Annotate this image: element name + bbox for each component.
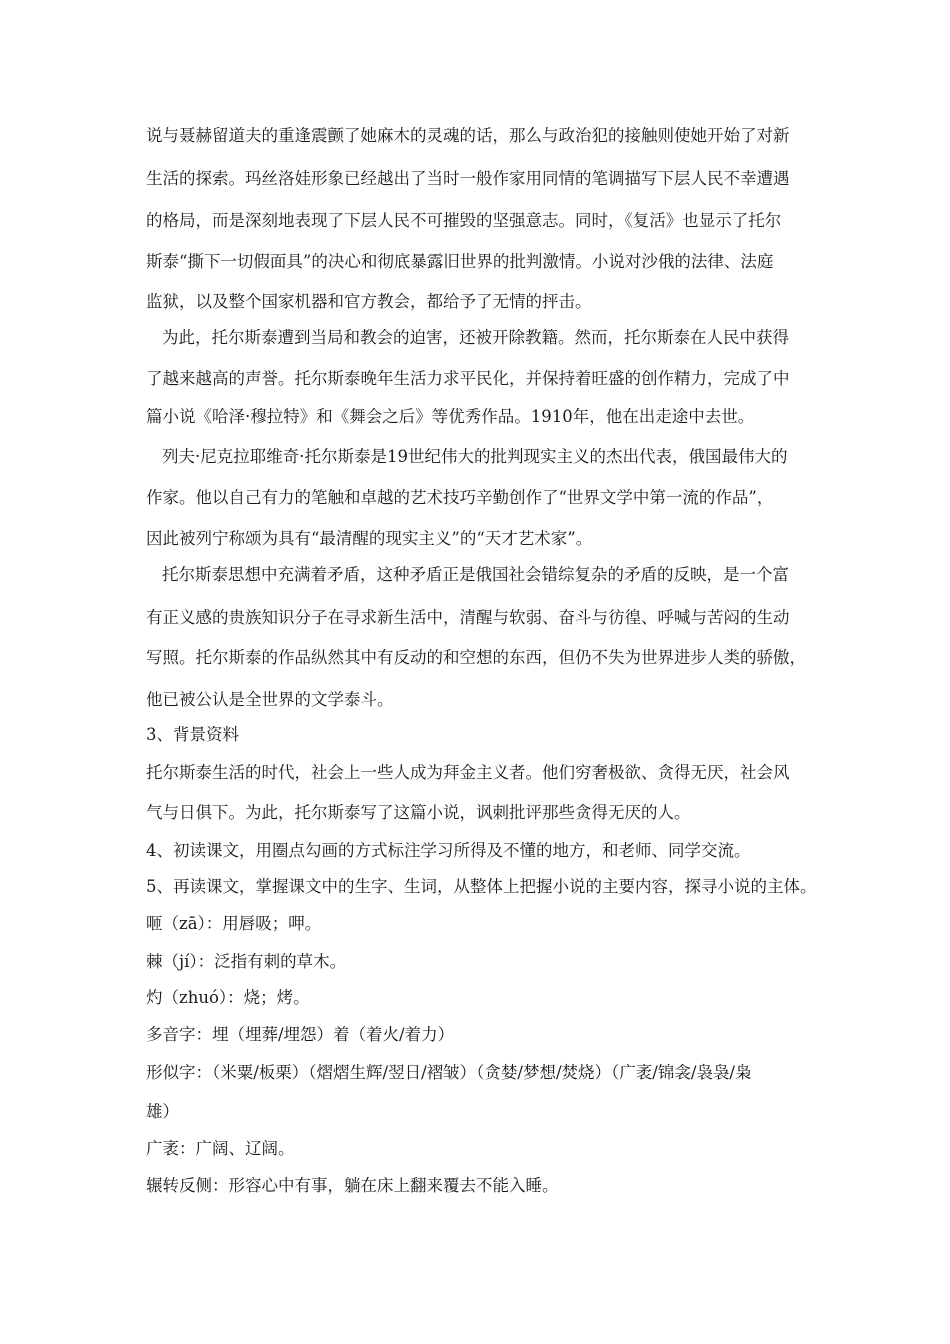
paragraph-line: 他已被公认是全世界的文学泰斗。 [146, 690, 394, 709]
paragraph-line: 因此被列宁称颂为具有“最清醒的现实主义”的“天才艺术家”。 [146, 529, 593, 548]
paragraph-line: 作家。他以自己有力的笔触和卓越的艺术技巧辛勤创作了“世界文学中第一流的作品”， [146, 488, 774, 507]
task-item: 5、再读课文，掌握课文中的生字、生词，从整体上把握小说的主要内容，探寻小说的主体。 [146, 877, 816, 896]
paragraph-line: 了越来越高的声誉。托尔斯泰晚年生活力求平民化，并保持着旺盛的创作精力，完成了中 [146, 369, 790, 388]
vocabulary-item: 灼（zhuó）：烧；烤。 [146, 988, 310, 1007]
polyphone-item: 多音字：埋（埋葬/埋怨）着（着火/着力） [146, 1025, 455, 1044]
paragraph-line: 生活的探索。玛丝洛娃形象已经越出了当时一般作家用同情的笔调描写下层人民不幸遭遇 [146, 169, 790, 188]
paragraph-line: 有正义感的贵族知识分子在寻求新生活中，清醒与软弱、奋斗与彷徨、呼喊与苦闷的生动 [146, 608, 790, 627]
similar-chars-item: 形似字：（米粟/板栗）（熠熠生辉/翌日/褶皱）（贪婪/梦想/焚烧）（广袤/锦衾/袅袅/枭 [146, 1063, 752, 1082]
vocabulary-item: 辗转反侧：形容心中有事，躺在床上翻来覆去不能入睡。 [146, 1176, 559, 1195]
vocabulary-item: 咂（zā）：用唇吸；呷。 [146, 914, 322, 933]
similar-chars-item: 雄） [146, 1102, 179, 1121]
section-heading: 3、背景资料 [146, 725, 239, 744]
paragraph-line: 写照。托尔斯泰的作品纵然其中有反动的和空想的东西，但仍不失为世界进步人类的骄傲， [146, 648, 806, 667]
paragraph-line: 斯泰“撕下一切假面具”的决心和彻底暴露旧世界的批判激情。小说对沙俄的法律、法庭 [146, 252, 774, 271]
paragraph-line: 列夫·尼克拉耶维奇·托尔斯泰是19世纪伟大的批判现实主义的杰出代表，俄国最伟大的 [162, 447, 788, 466]
paragraph-line: 托尔斯泰思想中充满着矛盾，这种矛盾正是俄国社会错综复杂的矛盾的反映，是一个富 [162, 565, 789, 584]
paragraph-line: 为此，托尔斯泰遭到当局和教会的迫害，还被开除教籍。然而，托尔斯泰在人民中获得 [162, 328, 789, 347]
paragraph-line: 气与日俱下。为此，托尔斯泰写了这篇小说，讽刺批评那些贪得无厌的人。 [146, 803, 691, 822]
task-item: 4、初读课文，用圈点勾画的方式标注学习所得及不懂的地方，和老师、同学交流。 [146, 841, 751, 860]
vocabulary-item: 广袤：广阔、辽阔。 [146, 1139, 295, 1158]
paragraph-line: 监狱，以及整个国家机器和官方教会，都给予了无情的抨击。 [146, 292, 592, 311]
paragraph-line: 的格局，而是深刻地表现了下层人民不可摧毁的坚强意志。同时，《复活》也显示了托尔 [146, 211, 782, 230]
vocabulary-item: 棘（jí）：泛指有刺的草木。 [146, 952, 347, 971]
paragraph-line: 篇小说《哈泽·穆拉特》和《舞会之后》等优秀作品。1910年，他在出走途中去世。 [146, 407, 755, 426]
paragraph-line: 说与聂赫留道夫的重逢震颤了她麻木的灵魂的话，那么与政治犯的接触则使她开始了对新 [146, 126, 790, 145]
paragraph-line: 托尔斯泰生活的时代，社会上一些人成为拜金主义者。他们穷奢极欲、贪得无厌，社会风 [146, 763, 790, 782]
